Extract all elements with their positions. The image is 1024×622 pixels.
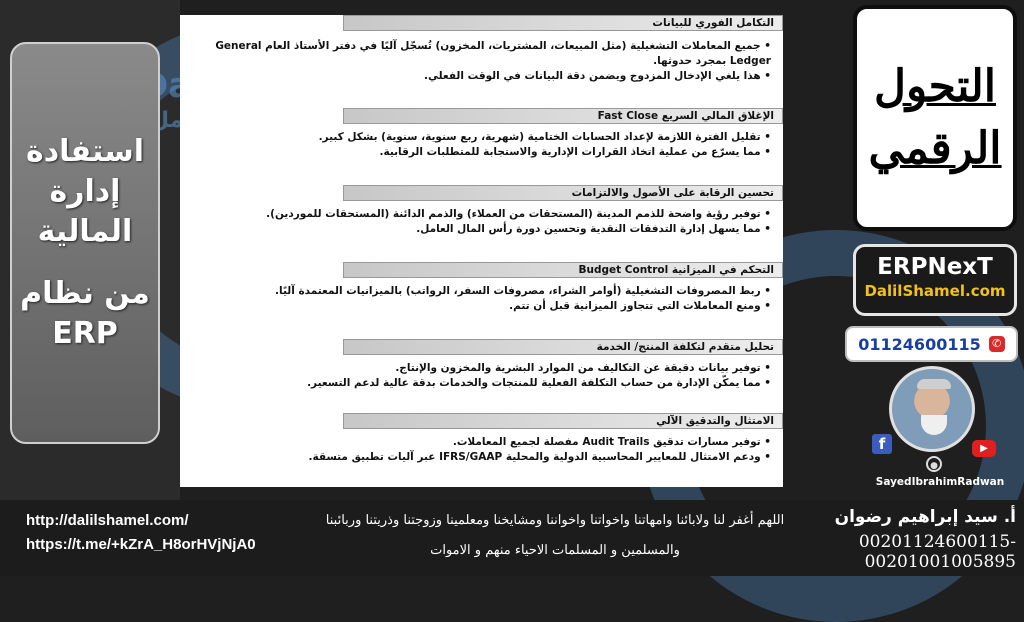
bullet-item: • توفير بيانات دقيقة عن التكاليف من الموارد البشرية والمخزون والإنتاج. <box>180 361 771 376</box>
bullet-item: • ربط المصروفات التشغيلية (أوامر الشراء، مصروفات السفر، الرواتب) بالميزانيات المعتمدة آليًا. <box>180 284 771 299</box>
youtube-icon[interactable]: ▶ <box>972 440 996 457</box>
facebook-icon[interactable]: f <box>872 434 892 454</box>
section-body <box>180 207 783 237</box>
author-handle: SayedIbrahimRadwan <box>875 476 1005 488</box>
section-heading: تحسين الرقابة على الأصول والالتزامات <box>343 185 783 201</box>
section-body <box>180 130 783 160</box>
website-link[interactable]: http://dalilshamel.com/ <box>26 512 189 529</box>
bullet-item: • مما يسرّع من عملية اتخاذ القرارات الإدارية والاستجابة للمتطلبات الرقابية. <box>180 145 771 160</box>
bullet-item: • ومنع المعاملات التي تتجاوز الميزانية قبل أن تتم. <box>180 299 771 314</box>
bullet-item: • تقليل الفترة اللازمة لإعداد الحسابات الختامية (شهرية، ربع سنوية، سنوية) بشكل كبير. <box>180 130 771 145</box>
left-title-panel <box>10 42 160 444</box>
main-title-line: الرقمي <box>868 123 1002 174</box>
section-heading: الامتثال والتدقيق الآلي <box>343 413 783 429</box>
section-heading: التكامل الفوري للبيانات <box>343 15 783 31</box>
left-panel-line: ERP <box>52 316 118 351</box>
telegram-link[interactable]: https://t.me/+kZrA_H8orHVjNjA0 <box>26 536 256 553</box>
left-panel-line: استفادة <box>26 134 144 169</box>
author-name: أ. سيد إبراهيم رضوان <box>834 507 1016 527</box>
bullet-item: • مما يمكّن الإدارة من حساب التكلفة الفعلية للمنتجات والخدمات بدقة عالية لدعم التسعير. <box>180 376 771 391</box>
bullet-item: • هذا يلغي الإدخال المزدوج ويضمن دقة البيانات في الوقت الفعلي. <box>180 69 771 84</box>
section-body <box>180 435 783 465</box>
left-panel-line: من نظام <box>20 276 150 311</box>
section-heading: التحكم في الميزانية Budget Control <box>343 262 783 278</box>
section-heading: الإغلاق المالي السريع Fast Close <box>343 108 783 124</box>
author-avatar <box>889 366 975 452</box>
left-panel-line: إدارة <box>49 174 121 209</box>
brand-site-link[interactable]: DalilShamel.com <box>864 282 1006 300</box>
bullet-item: • توفير مسارات تدقيق Audit Trails مفصلة لجميع المعاملات. <box>180 435 771 450</box>
main-title-line: التحول <box>873 61 996 112</box>
erp-brand-box <box>853 244 1017 316</box>
dua-text <box>325 506 785 566</box>
dua-line: والمسلمين و المسلمات الاحياء منهم و الاموات <box>430 543 680 558</box>
dua-line: اللهم أغفر لنا ولابائنا وامهاتنا واخواتنا واخواننا ومشايخنا ومعلمينا وزوجتنا وذريتنا وربائبنا <box>325 513 785 528</box>
erp-name: ERPNexT <box>877 254 993 280</box>
bullet-item: • ودعم الامتثال للمعايير المحاسبية الدولية والمحلية IFRS/GAAP عبر آليات تطبيق متسقة. <box>180 450 771 465</box>
section-body <box>180 39 783 84</box>
benefits-content <box>180 15 783 487</box>
author-phones: 00201124600115- 00201001005895 <box>858 532 1016 572</box>
bullet-item: • جميع المعاملات التشغيلية (مثل المبيعات، المشتريات، المخزون) تُسجّل آليًا في دفتر الأستاذ العام General Ledger بمجرد حدوثها. <box>180 39 771 69</box>
bullet-item: • مما يسهل إدارة التدفقات النقدية وتحسين دورة رأس المال العامل. <box>180 222 771 237</box>
section-heading: تحليل متقدم لتكلفة المنتج/ الخدمة <box>343 339 783 355</box>
bullet-item: • توفير رؤية واضحة للذمم المدينة (المستحقات من العملاء) والذمم الدائنة (المستحقات للموردين). <box>180 207 771 222</box>
main-title-box <box>853 5 1017 231</box>
phone-number: 01124600115 <box>858 334 981 354</box>
section-body <box>180 361 783 391</box>
section-body <box>180 284 783 314</box>
left-panel-line: المالية <box>37 214 133 249</box>
phone-icon: ✆ <box>989 336 1005 352</box>
phone-contact[interactable] <box>845 326 1018 362</box>
profile-badge-icon: ● <box>926 456 942 472</box>
